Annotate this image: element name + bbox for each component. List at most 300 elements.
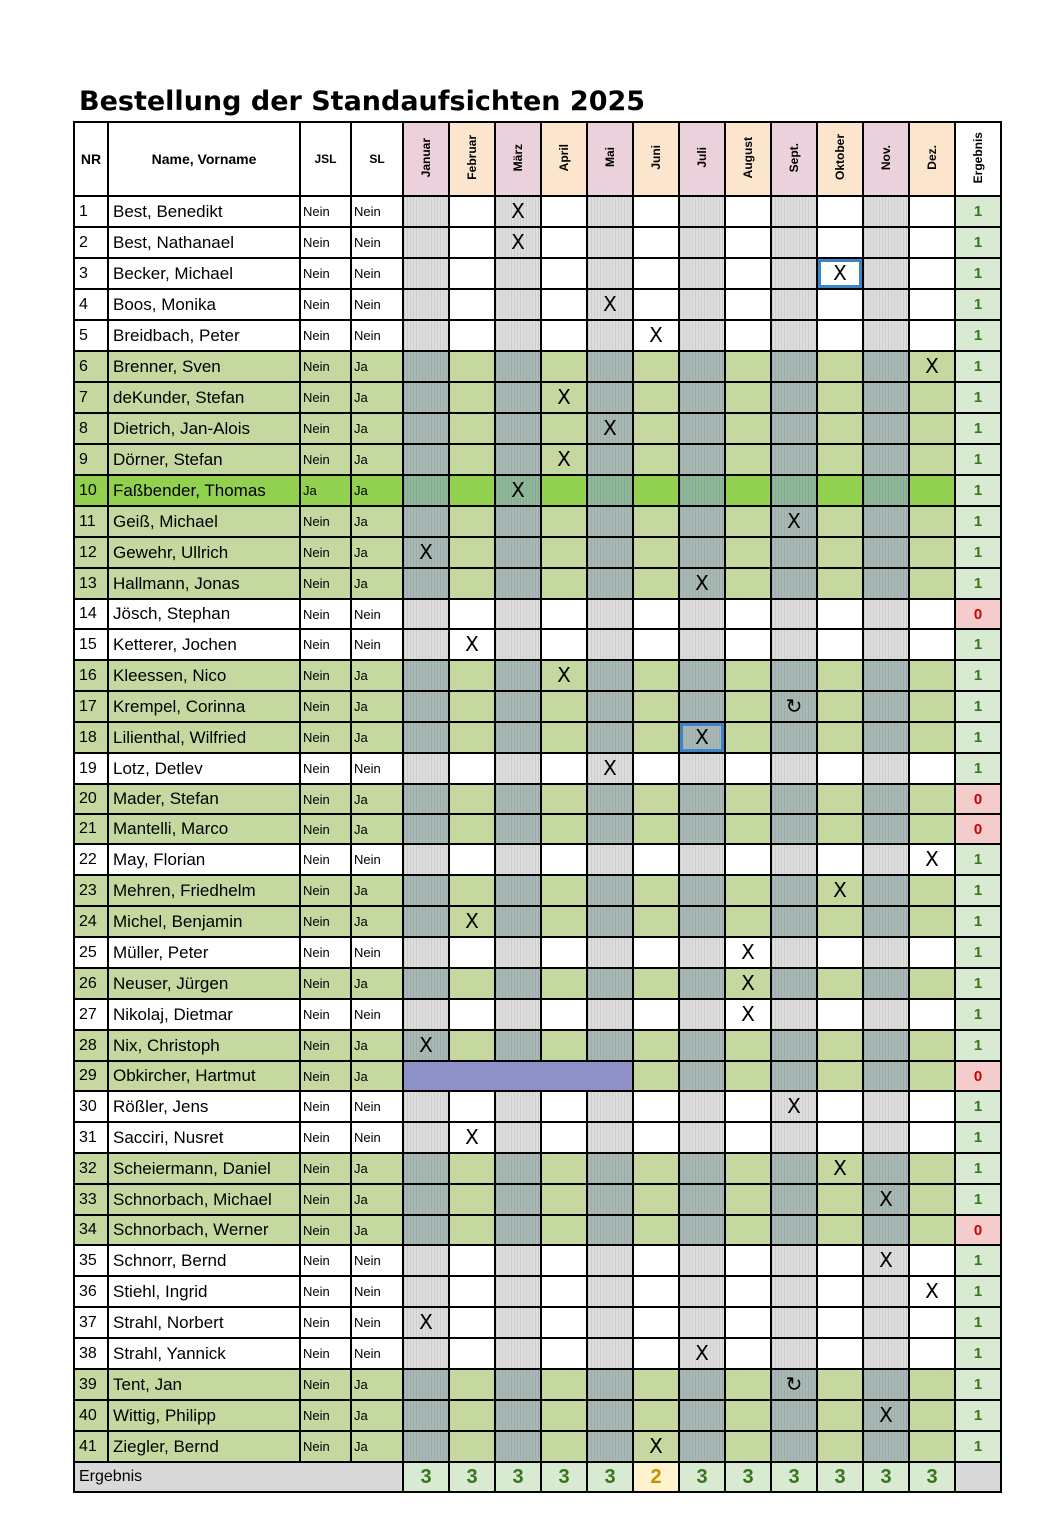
month-cell-märz[interactable] — [495, 382, 541, 413]
month-cell-oktober[interactable] — [817, 1091, 863, 1122]
sl-value[interactable]: Nein — [351, 1091, 403, 1122]
month-cell-märz[interactable] — [495, 1030, 541, 1061]
month-cell-sept[interactable] — [771, 444, 817, 475]
month-cell-februar[interactable] — [449, 196, 495, 227]
month-cell-juni[interactable] — [633, 722, 679, 753]
month-cell-sept[interactable] — [771, 227, 817, 258]
month-cell-dez[interactable] — [909, 506, 955, 537]
month-cell-juni[interactable] — [633, 1338, 679, 1369]
month-cell-mai[interactable] — [587, 1338, 633, 1369]
month-cell-dez[interactable] — [909, 599, 955, 629]
month-cell-juni[interactable] — [633, 382, 679, 413]
month-cell-april[interactable] — [541, 753, 587, 784]
month-cell-juni[interactable] — [633, 875, 679, 906]
month-cell-juni[interactable] — [633, 1369, 679, 1400]
month-cell-dez[interactable] — [909, 475, 955, 506]
month-cell-august[interactable] — [725, 320, 771, 351]
sl-value[interactable]: Ja — [351, 475, 403, 506]
month-cell-oktober[interactable] — [817, 537, 863, 568]
month-cell-januar[interactable] — [403, 937, 449, 968]
month-cell-oktober[interactable] — [817, 660, 863, 691]
month-cell-sept[interactable] — [771, 1369, 817, 1400]
month-cell-januar[interactable] — [403, 537, 449, 568]
month-cell-dez[interactable] — [909, 753, 955, 784]
month-cell-dez[interactable] — [909, 413, 955, 444]
month-cell-januar[interactable] — [403, 784, 449, 814]
month-cell-sept[interactable] — [771, 289, 817, 320]
month-cell-dez[interactable] — [909, 1431, 955, 1462]
month-cell-dez[interactable] — [909, 289, 955, 320]
sl-value[interactable]: Ja — [351, 568, 403, 599]
month-cell-oktober[interactable] — [817, 722, 863, 753]
month-cell-juli[interactable] — [679, 1307, 725, 1338]
person-name[interactable]: Boos, Monika — [108, 289, 300, 320]
month-cell-august[interactable] — [725, 1338, 771, 1369]
month-cell-januar[interactable] — [403, 1030, 449, 1061]
month-cell-april[interactable] — [541, 289, 587, 320]
month-cell-april[interactable] — [541, 1276, 587, 1307]
month-cell-juni[interactable] — [633, 413, 679, 444]
person-name[interactable]: Strahl, Norbert — [108, 1307, 300, 1338]
month-cell-mai[interactable] — [587, 196, 633, 227]
month-cell-dez[interactable] — [909, 1276, 955, 1307]
month-cell-juni[interactable] — [633, 506, 679, 537]
month-cell-februar[interactable] — [449, 1307, 495, 1338]
person-name[interactable]: Geiß, Michael — [108, 506, 300, 537]
month-cell-januar[interactable] — [403, 1369, 449, 1400]
sl-value[interactable]: Ja — [351, 1400, 403, 1431]
month-cell-oktober[interactable] — [817, 999, 863, 1030]
month-cell-sept[interactable] — [771, 475, 817, 506]
month-cell-januar[interactable] — [403, 1122, 449, 1153]
sl-value[interactable]: Nein — [351, 753, 403, 784]
month-cell-august[interactable] — [725, 1091, 771, 1122]
month-cell-märz[interactable] — [495, 784, 541, 814]
month-cell-nov[interactable] — [863, 1184, 909, 1215]
month-cell-märz[interactable] — [495, 413, 541, 444]
month-cell-oktober[interactable] — [817, 382, 863, 413]
month-cell-april[interactable] — [541, 599, 587, 629]
month-cell-januar[interactable] — [403, 506, 449, 537]
month-cell-dez[interactable] — [909, 1215, 955, 1245]
month-cell-nov[interactable] — [863, 506, 909, 537]
month-cell-nov[interactable] — [863, 753, 909, 784]
month-cell-märz[interactable] — [495, 1400, 541, 1431]
month-cell-juli[interactable] — [679, 320, 725, 351]
month-cell-nov[interactable] — [863, 444, 909, 475]
month-cell-april[interactable] — [541, 844, 587, 875]
month-cell-februar[interactable] — [449, 1122, 495, 1153]
month-cell-januar[interactable] — [403, 1338, 449, 1369]
month-cell-august[interactable] — [725, 1153, 771, 1184]
person-name[interactable]: Becker, Michael — [108, 258, 300, 289]
jsl-value[interactable]: Nein — [300, 537, 351, 568]
month-cell-nov[interactable] — [863, 968, 909, 999]
jsl-value[interactable]: Nein — [300, 599, 351, 629]
month-cell-nov[interactable] — [863, 844, 909, 875]
month-cell-august[interactable] — [725, 753, 771, 784]
person-name[interactable]: May, Florian — [108, 844, 300, 875]
month-cell-dez[interactable] — [909, 1030, 955, 1061]
month-cell-dez[interactable] — [909, 722, 955, 753]
person-name[interactable]: Tent, Jan — [108, 1369, 300, 1400]
month-cell-juni[interactable] — [633, 660, 679, 691]
month-cell-sept[interactable] — [771, 1307, 817, 1338]
month-cell-sept[interactable] — [771, 413, 817, 444]
month-cell-märz[interactable] — [495, 906, 541, 937]
person-name[interactable]: Ketterer, Jochen — [108, 629, 300, 660]
month-cell-oktober[interactable] — [817, 506, 863, 537]
month-cell-januar[interactable] — [403, 1400, 449, 1431]
month-cell-april[interactable] — [541, 1153, 587, 1184]
person-name[interactable]: Dörner, Stefan — [108, 444, 300, 475]
month-cell-oktober[interactable] — [817, 844, 863, 875]
jsl-value[interactable]: Nein — [300, 506, 351, 537]
month-cell-juni[interactable] — [633, 537, 679, 568]
month-cell-august[interactable] — [725, 629, 771, 660]
month-cell-april[interactable] — [541, 1091, 587, 1122]
month-cell-mai[interactable] — [587, 1369, 633, 1400]
month-cell-januar[interactable] — [403, 660, 449, 691]
month-cell-märz[interactable] — [495, 1153, 541, 1184]
month-cell-februar[interactable] — [449, 1215, 495, 1245]
sl-value[interactable]: Ja — [351, 537, 403, 568]
month-cell-sept[interactable] — [771, 196, 817, 227]
person-name[interactable]: Mader, Stefan — [108, 784, 300, 814]
month-cell-februar[interactable] — [449, 1338, 495, 1369]
month-cell-juli[interactable] — [679, 1122, 725, 1153]
month-cell-februar[interactable] — [449, 320, 495, 351]
sl-value[interactable]: Nein — [351, 196, 403, 227]
month-cell-juni[interactable] — [633, 196, 679, 227]
month-cell-sept[interactable] — [771, 814, 817, 844]
month-cell-nov[interactable] — [863, 1245, 909, 1276]
sl-value[interactable]: Ja — [351, 1061, 403, 1091]
month-cell-juli[interactable] — [679, 599, 725, 629]
sl-value[interactable]: Ja — [351, 906, 403, 937]
month-cell-nov[interactable] — [863, 568, 909, 599]
month-cell-nov[interactable] — [863, 289, 909, 320]
month-cell-oktober[interactable] — [817, 1245, 863, 1276]
month-cell-august[interactable] — [725, 1245, 771, 1276]
month-cell-april[interactable] — [541, 1030, 587, 1061]
month-cell-oktober[interactable] — [817, 289, 863, 320]
month-cell-august[interactable] — [725, 1122, 771, 1153]
month-cell-juli[interactable] — [679, 937, 725, 968]
month-cell-oktober[interactable] — [817, 1431, 863, 1462]
month-cell-januar[interactable] — [403, 382, 449, 413]
month-cell-dez[interactable] — [909, 1061, 955, 1091]
month-cell-oktober[interactable] — [817, 691, 863, 722]
month-cell-nov[interactable] — [863, 1030, 909, 1061]
month-cell-august[interactable] — [725, 1030, 771, 1061]
month-cell-nov[interactable] — [863, 999, 909, 1030]
month-cell-mai[interactable] — [587, 906, 633, 937]
month-cell-februar[interactable] — [449, 289, 495, 320]
month-cell-mai[interactable] — [587, 814, 633, 844]
person-name[interactable]: Nix, Christoph — [108, 1030, 300, 1061]
month-cell-sept[interactable] — [771, 1122, 817, 1153]
month-cell-juli[interactable] — [679, 814, 725, 844]
month-cell-april[interactable] — [541, 1122, 587, 1153]
month-cell-dez[interactable] — [909, 196, 955, 227]
month-cell-februar[interactable] — [449, 382, 495, 413]
month-cell-mai[interactable] — [587, 320, 633, 351]
month-cell-sept[interactable] — [771, 1338, 817, 1369]
person-name[interactable]: Müller, Peter — [108, 937, 300, 968]
month-cell-juni[interactable] — [633, 814, 679, 844]
month-cell-januar[interactable] — [403, 196, 449, 227]
month-cell-april[interactable] — [541, 999, 587, 1030]
sl-value[interactable]: Nein — [351, 599, 403, 629]
month-cell-märz[interactable] — [495, 351, 541, 382]
month-cell-dez[interactable] — [909, 1338, 955, 1369]
month-cell-februar[interactable] — [449, 937, 495, 968]
month-cell-juni[interactable] — [633, 1030, 679, 1061]
jsl-value[interactable]: Nein — [300, 1276, 351, 1307]
month-cell-märz[interactable] — [495, 1184, 541, 1215]
month-cell-sept[interactable] — [771, 320, 817, 351]
month-cell-juli[interactable] — [679, 691, 725, 722]
person-name[interactable]: Neuser, Jürgen — [108, 968, 300, 999]
month-cell-april[interactable] — [541, 1307, 587, 1338]
month-cell-februar[interactable] — [449, 258, 495, 289]
month-cell-juni[interactable] — [633, 1184, 679, 1215]
month-cell-januar[interactable] — [403, 968, 449, 999]
month-cell-august[interactable] — [725, 814, 771, 844]
month-cell-mai[interactable] — [587, 1091, 633, 1122]
month-cell-dez[interactable] — [909, 1369, 955, 1400]
month-cell-juli[interactable] — [679, 906, 725, 937]
month-cell-märz[interactable] — [495, 1276, 541, 1307]
month-cell-februar[interactable] — [449, 722, 495, 753]
person-name[interactable]: Best, Nathanael — [108, 227, 300, 258]
month-cell-april[interactable] — [541, 320, 587, 351]
month-cell-nov[interactable] — [863, 1400, 909, 1431]
month-cell-mai[interactable] — [587, 1184, 633, 1215]
jsl-value[interactable]: Nein — [300, 999, 351, 1030]
sl-value[interactable]: Ja — [351, 506, 403, 537]
jsl-value[interactable]: Nein — [300, 1030, 351, 1061]
month-cell-januar[interactable] — [403, 629, 449, 660]
month-cell-sept[interactable] — [771, 1091, 817, 1122]
month-cell-juli[interactable] — [679, 1400, 725, 1431]
month-cell-dez[interactable] — [909, 568, 955, 599]
month-cell-juni[interactable] — [633, 1245, 679, 1276]
month-cell-sept[interactable] — [771, 629, 817, 660]
month-cell-oktober[interactable] — [817, 1400, 863, 1431]
month-cell-januar[interactable] — [403, 1184, 449, 1215]
jsl-value[interactable]: Nein — [300, 1338, 351, 1369]
month-cell-august[interactable] — [725, 660, 771, 691]
month-cell-februar[interactable] — [449, 599, 495, 629]
month-cell-mai[interactable] — [587, 937, 633, 968]
month-cell-nov[interactable] — [863, 1338, 909, 1369]
month-cell-sept[interactable] — [771, 1245, 817, 1276]
month-cell-juli[interactable] — [679, 1184, 725, 1215]
month-cell-februar[interactable] — [449, 629, 495, 660]
month-cell-nov[interactable] — [863, 258, 909, 289]
month-cell-oktober[interactable] — [817, 1276, 863, 1307]
month-cell-april[interactable] — [541, 722, 587, 753]
sl-value[interactable]: Ja — [351, 660, 403, 691]
month-cell-nov[interactable] — [863, 196, 909, 227]
month-cell-februar[interactable] — [449, 660, 495, 691]
month-cell-mai[interactable] — [587, 1153, 633, 1184]
month-cell-juni[interactable] — [633, 599, 679, 629]
month-cell-februar[interactable] — [449, 413, 495, 444]
person-name[interactable]: Michel, Benjamin — [108, 906, 300, 937]
month-cell-april[interactable] — [541, 906, 587, 937]
month-cell-nov[interactable] — [863, 1153, 909, 1184]
month-cell-märz[interactable] — [495, 722, 541, 753]
jsl-value[interactable]: Nein — [300, 784, 351, 814]
month-cell-juli[interactable] — [679, 660, 725, 691]
month-cell-april[interactable] — [541, 1369, 587, 1400]
month-cell-dez[interactable] — [909, 660, 955, 691]
month-cell-januar[interactable] — [403, 753, 449, 784]
month-cell-juni[interactable] — [633, 1153, 679, 1184]
month-cell-nov[interactable] — [863, 1307, 909, 1338]
sl-value[interactable]: Nein — [351, 1122, 403, 1153]
month-cell-mai[interactable] — [587, 351, 633, 382]
month-cell-februar[interactable] — [449, 537, 495, 568]
month-cell-februar[interactable] — [449, 1369, 495, 1400]
month-cell-nov[interactable] — [863, 320, 909, 351]
month-cell-nov[interactable] — [863, 227, 909, 258]
month-cell-juli[interactable] — [679, 722, 725, 753]
month-cell-juni[interactable] — [633, 568, 679, 599]
month-cell-märz[interactable] — [495, 1245, 541, 1276]
month-cell-nov[interactable] — [863, 1091, 909, 1122]
sl-value[interactable]: Nein — [351, 1276, 403, 1307]
month-cell-nov[interactable] — [863, 1276, 909, 1307]
month-cell-april[interactable] — [541, 506, 587, 537]
person-name[interactable]: Strahl, Yannick — [108, 1338, 300, 1369]
month-cell-juli[interactable] — [679, 475, 725, 506]
month-cell-mai[interactable] — [587, 1245, 633, 1276]
month-cell-oktober[interactable] — [817, 906, 863, 937]
month-cell-mai[interactable] — [587, 1307, 633, 1338]
month-cell-april[interactable] — [541, 660, 587, 691]
month-cell-oktober[interactable] — [817, 1061, 863, 1091]
month-cell-juli[interactable] — [679, 1153, 725, 1184]
jsl-value[interactable]: Nein — [300, 1122, 351, 1153]
month-cell-juli[interactable] — [679, 351, 725, 382]
month-cell-august[interactable] — [725, 1369, 771, 1400]
month-cell-sept[interactable] — [771, 1431, 817, 1462]
jsl-value[interactable]: Nein — [300, 1091, 351, 1122]
month-cell-april[interactable] — [541, 568, 587, 599]
month-cell-august[interactable] — [725, 1184, 771, 1215]
person-name[interactable]: Krempel, Corinna — [108, 691, 300, 722]
month-cell-nov[interactable] — [863, 691, 909, 722]
person-name[interactable]: Kleessen, Nico — [108, 660, 300, 691]
month-cell-märz[interactable] — [495, 999, 541, 1030]
month-cell-februar[interactable] — [449, 844, 495, 875]
month-cell-august[interactable] — [725, 351, 771, 382]
sl-value[interactable]: Nein — [351, 1245, 403, 1276]
jsl-value[interactable]: Nein — [300, 289, 351, 320]
month-cell-nov[interactable] — [863, 814, 909, 844]
month-cell-mai[interactable] — [587, 475, 633, 506]
month-cell-sept[interactable] — [771, 1400, 817, 1431]
month-cell-august[interactable] — [725, 227, 771, 258]
month-cell-oktober[interactable] — [817, 753, 863, 784]
month-cell-juli[interactable] — [679, 844, 725, 875]
month-cell-august[interactable] — [725, 444, 771, 475]
month-cell-dez[interactable] — [909, 1307, 955, 1338]
month-cell-oktober[interactable] — [817, 568, 863, 599]
month-cell-märz[interactable] — [495, 1307, 541, 1338]
person-name[interactable]: Stiehl, Ingrid — [108, 1276, 300, 1307]
month-cell-oktober[interactable] — [817, 258, 863, 289]
month-cell-sept[interactable] — [771, 599, 817, 629]
sl-value[interactable]: Ja — [351, 784, 403, 814]
month-cell-nov[interactable] — [863, 475, 909, 506]
month-cell-mai[interactable] — [587, 258, 633, 289]
month-cell-dez[interactable] — [909, 320, 955, 351]
month-cell-dez[interactable] — [909, 1091, 955, 1122]
jsl-value[interactable]: Nein — [300, 968, 351, 999]
month-cell-dez[interactable] — [909, 1122, 955, 1153]
month-cell-februar[interactable] — [449, 444, 495, 475]
month-cell-oktober[interactable] — [817, 444, 863, 475]
month-cell-juni[interactable] — [633, 1215, 679, 1245]
month-cell-april[interactable] — [541, 875, 587, 906]
month-cell-februar[interactable] — [449, 351, 495, 382]
jsl-value[interactable]: Nein — [300, 382, 351, 413]
month-cell-juni[interactable] — [633, 999, 679, 1030]
jsl-value[interactable]: Nein — [300, 1431, 351, 1462]
month-cell-januar[interactable] — [403, 906, 449, 937]
month-cell-februar[interactable] — [449, 1431, 495, 1462]
month-cell-sept[interactable] — [771, 660, 817, 691]
month-cell-april[interactable] — [541, 227, 587, 258]
jsl-value[interactable]: Nein — [300, 875, 351, 906]
month-cell-märz[interactable] — [495, 1122, 541, 1153]
sl-value[interactable]: Ja — [351, 722, 403, 753]
month-cell-märz[interactable] — [495, 629, 541, 660]
month-cell-februar[interactable] — [449, 784, 495, 814]
month-cell-august[interactable] — [725, 937, 771, 968]
jsl-value[interactable]: Nein — [300, 1307, 351, 1338]
jsl-value[interactable]: Nein — [300, 722, 351, 753]
month-cell-juli[interactable] — [679, 289, 725, 320]
month-cell-dez[interactable] — [909, 691, 955, 722]
jsl-value[interactable]: Nein — [300, 937, 351, 968]
month-cell-dez[interactable] — [909, 814, 955, 844]
month-cell-august[interactable] — [725, 413, 771, 444]
month-cell-oktober[interactable] — [817, 1184, 863, 1215]
person-name[interactable]: Best, Benedikt — [108, 196, 300, 227]
month-cell-april[interactable] — [541, 196, 587, 227]
month-cell-märz[interactable] — [495, 1369, 541, 1400]
month-cell-januar[interactable] — [403, 691, 449, 722]
month-cell-dez[interactable] — [909, 906, 955, 937]
month-cell-märz[interactable] — [495, 1431, 541, 1462]
month-cell-mai[interactable] — [587, 1122, 633, 1153]
month-cell-juli[interactable] — [679, 875, 725, 906]
month-cell-august[interactable] — [725, 844, 771, 875]
person-name[interactable]: Wittig, Philipp — [108, 1400, 300, 1431]
jsl-value[interactable]: Nein — [300, 629, 351, 660]
sl-value[interactable]: Nein — [351, 937, 403, 968]
month-cell-august[interactable] — [725, 691, 771, 722]
month-cell-nov[interactable] — [863, 906, 909, 937]
month-cell-nov[interactable] — [863, 1061, 909, 1091]
sl-value[interactable]: Ja — [351, 814, 403, 844]
